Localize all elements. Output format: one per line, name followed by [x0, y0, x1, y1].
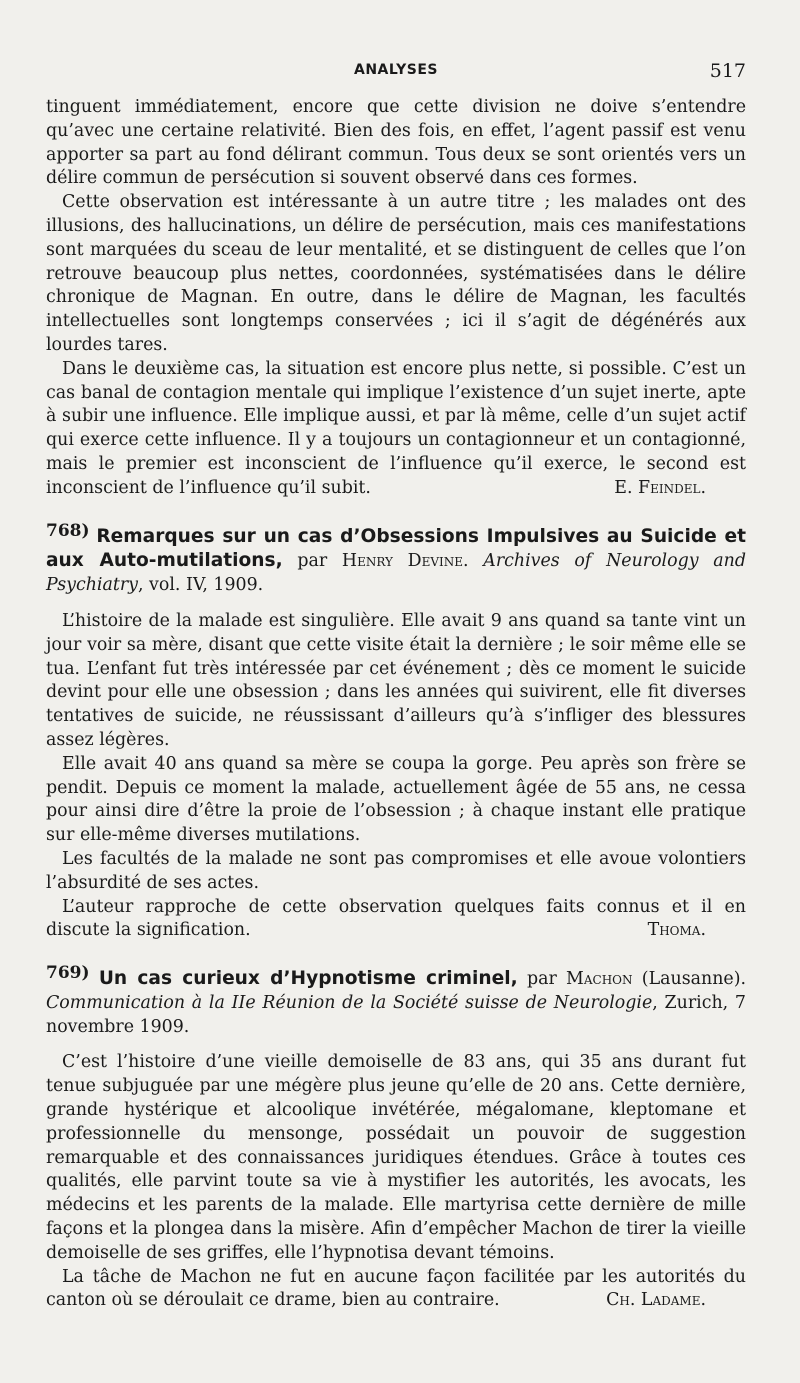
page-number: 517 — [709, 60, 746, 82]
entry-number: 768) — [46, 520, 90, 541]
page-header — [46, 60, 746, 84]
reviewer-signature: Thoma. — [647, 920, 706, 941]
entry-author: Henry Devine — [341, 551, 464, 572]
entry-reference: , Zurich, 7 novembre 1909. — [46, 992, 746, 1037]
paragraph-text: Dans le deuxième cas, la situation est encore plus nette, si possible. C’est un cas banal de contagion mentale qui implique l’existence d’un sujet inerte, apte à subir une influence. Elle implique aussi, et par là même, celle d’un sujet actif qui exerce cette influence. Il y a toujours un contagionneur et un contagionné, mais le premier est inconscient de l’influence qu’il exerce, le second est inconscient de l’influence qu’il subit. — [46, 358, 746, 498]
abstract-entry-769 — [46, 963, 747, 1313]
separator-text: . — [463, 551, 484, 572]
paragraph-text: L’auteur rapproche de cette observation quelques faits connus et il en discute la signification. — [46, 896, 746, 941]
paragraph: C’est l’histoire d’une vieille demoiselle de 83 ans, qui 35 ans durant fut tenue subjuguée par une mégère plus jeune qu’elle de 20 ans. Cette dernière, grande hystérique et alcoolique invétérée, mégalomane, kleptomane et professionnelle du mensonge, possédait un pouvoir de suggestion remarquable et des connaissances juridiques étendues. Grâce à toutes ces qualités, elle parvint toute sa vie à mystifier les autorités, les avocats, les médecins et les parents de la malade. Elle martyrisa cette dernière de mille façons et la plongea dans la misère. Afin d’empêcher Machon de tirer la vieille demoiselle de ses griffes, elle l’hypnotisa devant témoins. — [46, 1052, 746, 1263]
running-title: ANALYSES — [354, 62, 438, 78]
paragraph: Elle avait 40 ans quand sa mère se coupa la gorge. Peu après son frère se pendit. Depuis ce moment la malade, actuellement âgée de 55 ans, ne cessa pour ainsi dire d’être la proie de l’obsession ; à chaque instant elle pratique sur elle-même diverses mutilations. — [46, 753, 746, 846]
entry-title: Un cas curieux d’Hypnotisme criminel, — [98, 968, 518, 990]
by-text: par — [517, 969, 567, 990]
entry-title: Remarques sur un cas d’Obsessions Impulsives au Suicide et aux Auto-mutilations, — [46, 525, 746, 572]
paragraph: tinguent immédiatement, encore que cette division ne doive s’entendre qu’avec une certaine relativité. Bien des fois, en effet, l’agent passif est venu apporter sa part au fond délirant commun. Tous deux se sont orientés vers un délire commun de persécution si souvent observé dans ces formes. — [46, 97, 746, 189]
entry-journal: Communication à la IIe Réunion de la Société suisse de Neurologie — [46, 992, 653, 1013]
entry-body — [46, 610, 746, 943]
paragraph — [46, 1266, 746, 1314]
paragraph: L’histoire de la malade est singulière. Elle avait 9 ans quand sa tante vint un jour voir sa mère, disant que cette visite était la dernière ; le soir même elle se tua. L’enfant fut très intéressée par cet événement ; dès ce moment le suicide devint pour elle une obsession ; dans les années qui suivirent, elle fit diverses tentatives de suicide, ne réussissant d’ailleurs qu’à s’infliger des blessures assez légères. — [46, 610, 746, 750]
entry-place: (Lausanne). — [632, 969, 747, 990]
abstract-entry-768 — [46, 520, 746, 944]
entry-journal: Archives of Neurology and Psychiatry — [46, 551, 746, 596]
paragraph: Les facultés de la malade ne sont pas compromises et elle avoue volontiers l’absurdité de ses actes. — [46, 848, 746, 893]
paragraph — [46, 358, 746, 501]
reviewer-signature: E. Feindel. — [614, 477, 706, 498]
review-continuation — [46, 96, 746, 501]
reviewer-signature: Ch. Ladame. — [606, 1290, 706, 1311]
entry-author: Machon — [566, 969, 633, 990]
paragraph-text: La tâche de Machon ne fut en aucune façon facilitée par les autorités du canton où se déroulait ce drame, bien au contraire. — [46, 1266, 746, 1311]
entry-heading — [46, 520, 746, 598]
paragraph — [46, 896, 746, 944]
entry-reference: , vol. IV, 1909. — [137, 575, 264, 596]
entry-heading — [46, 963, 747, 1039]
by-text: par — [282, 551, 342, 572]
page-content — [46, 96, 746, 1313]
paragraph: Cette observation est intéressante à un autre titre ; les malades ont des illusions, des hallucinations, un délire de persécution, mais ces manifestations sont marquées du sceau de leur mentalité, et se distinguent de celles que l’on retrouve beaucoup plus nettes, coordonnées, systématisées dans le délire chronique de Magnan. En outre, dans le délire de Magnan, les facultés intellectuelles sont longtemps conservées ; ici il s’agit de dégénérés aux lourdes tares. — [46, 192, 746, 355]
entry-number: 769) — [46, 963, 90, 984]
entry-body — [46, 1051, 746, 1313]
